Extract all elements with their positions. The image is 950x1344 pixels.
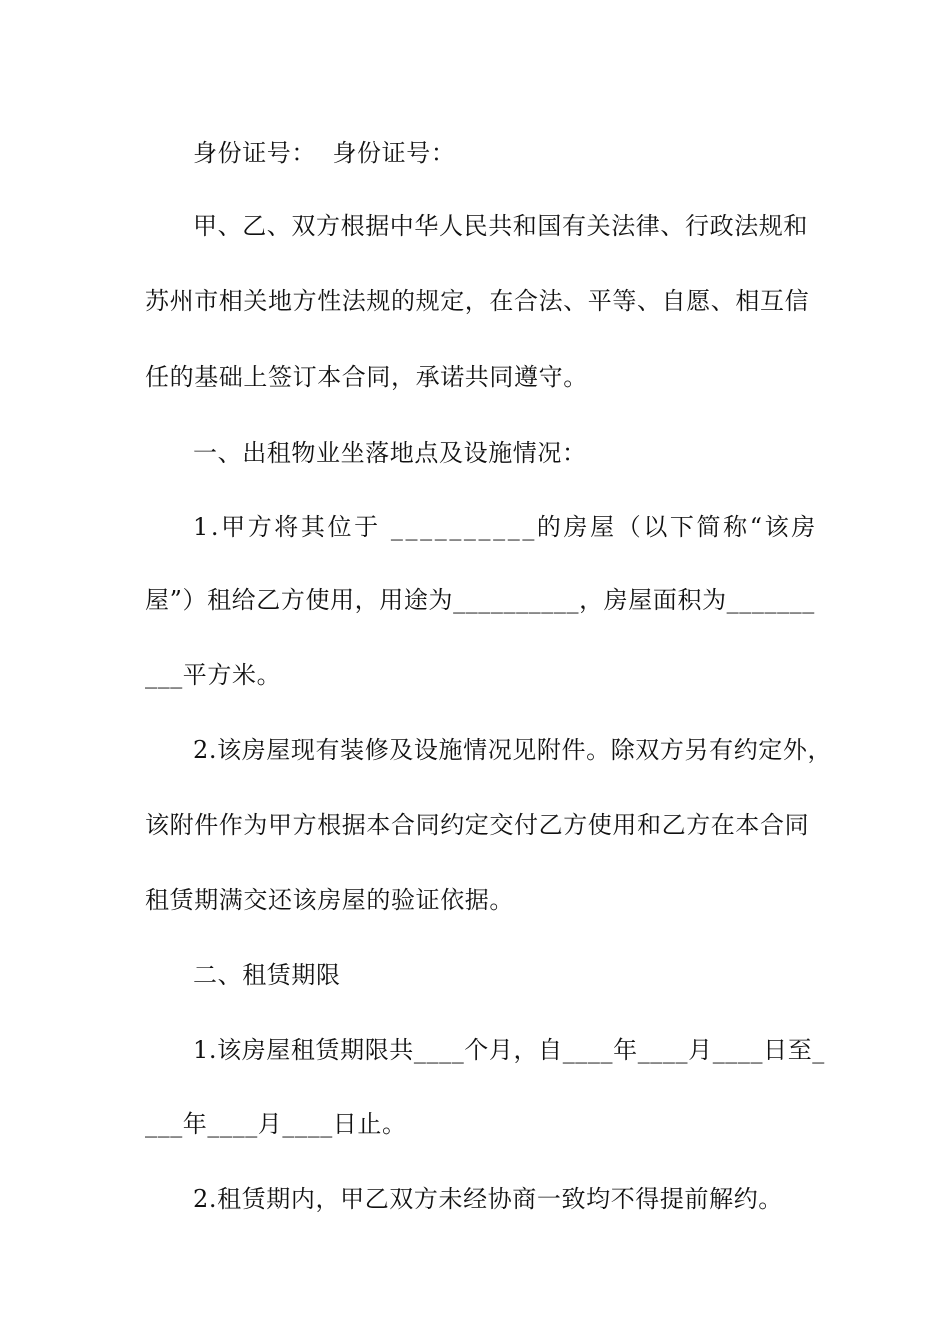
preamble-line-3: 任的基础上签订本合同，承诺共同遵守。 xyxy=(145,363,588,391)
preamble-line-2: 苏州市相关地方性法规的规定，在合法、平等、自愿、相互信 xyxy=(145,287,810,315)
section-heading-2: 二、租赁期限 xyxy=(193,961,341,989)
clause-2-1-line-2: ___年____月____日止。 xyxy=(145,1110,407,1138)
section-heading-1: 一、出租物业坐落地点及设施情况： xyxy=(193,439,587,467)
clause-1-1-line-2: 屋”）租给乙方使用，用途为__________，房屋面积为_______ xyxy=(145,586,815,614)
clause-2-2: 2.租赁期内，甲乙双方未经协商一致均不得提前解约。 xyxy=(193,1185,783,1213)
clause-1-2-line-2: 该附件作为甲方根据本合同约定交付乙方使用和乙方在本合同 xyxy=(145,811,810,839)
id-number-labels: 身份证号： 身份证号： xyxy=(193,139,456,167)
clause-1-1-line-3: ___平方米。 xyxy=(145,661,282,689)
clause-2-1-line-1: 1.该房屋租赁期限共____个月，自____年____月____日至_ xyxy=(193,1036,825,1064)
preamble-line-1: 甲、乙、双方根据中华人民共和国有关法律、行政法规和 xyxy=(193,212,808,240)
clause-1-1-line-1: 1.甲方将其位于 __________的房屋（以下简称“该房 xyxy=(193,513,818,541)
clause-1-2-line-1: 2.该房屋现有装修及设施情况见附件。除双方另有约定外， xyxy=(193,736,833,764)
clause-1-2-line-3: 租赁期满交还该房屋的验证依据。 xyxy=(145,886,514,914)
